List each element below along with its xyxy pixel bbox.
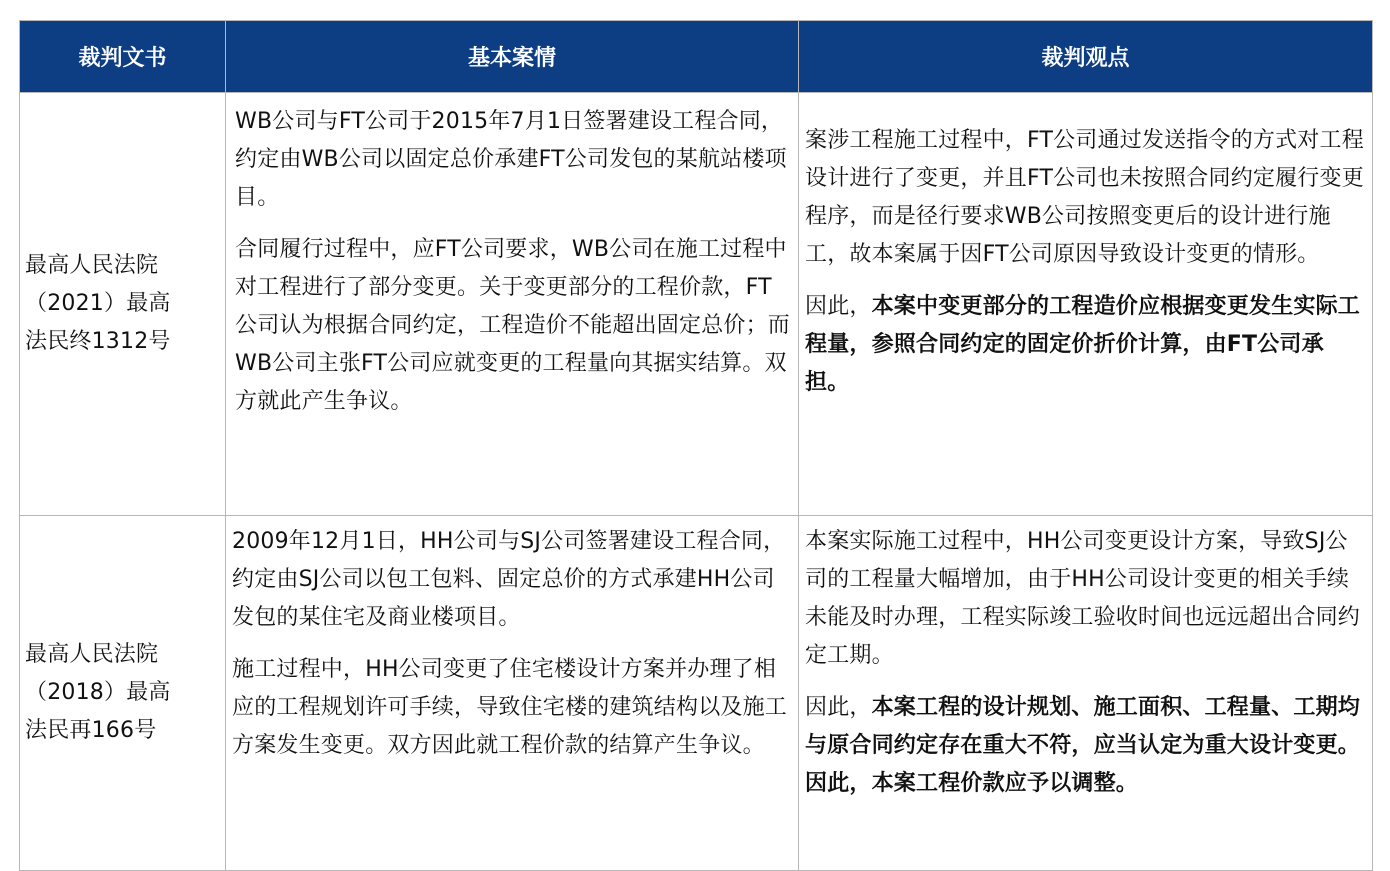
- court-line: （2021）最高: [25, 291, 171, 316]
- court-line: 法民终1312号: [25, 329, 171, 354]
- header-judgment-document: 裁判文书: [20, 21, 226, 93]
- court-document-cell: [20, 93, 226, 516]
- facts-paragraph: 2009年12月1日，HH公司与SJ公司签署建设工程合同，约定由SJ公司以包工包料、固定总价的方式承建HH公司发包的某住宅及商业楼项目。: [232, 529, 786, 630]
- court-document-cell: [20, 516, 226, 871]
- opinion-paragraph: 案涉工程施工过程中，FT公司通过发送指令的方式对工程设计进行了变更，并且FT公司也未按照合同约定履行变更程序，而是径行要求WB公司按照变更后的设计进行施工，故本案属于因FT公司原因导致设计变更的情形。: [805, 128, 1364, 267]
- court-line: （2018）最高: [25, 680, 171, 705]
- opinion-paragraph: 本案实际施工过程中，HH公司变更设计方案，导致SJ公司的工程量大幅增加，由于HH公司设计变更的相关手续未能及时办理，工程实际竣工验收时间也远远超出合同约定工期。: [805, 529, 1361, 668]
- case-facts-cell: [226, 93, 799, 516]
- conclusion-bold-text: 本案中变更部分的工程造价应根据变更发生实际工程量，参照合同约定的固定价折价计算，由FT公司承担。: [805, 294, 1361, 395]
- header-case-facts: 基本案情: [226, 21, 799, 93]
- facts-paragraph: 施工过程中，HH公司变更了住宅楼设计方案并办理了相应的工程规划许可手续，导致住宅楼的建筑结构以及施工方案发生变更。双方因此就工程价款的结算产生争议。: [232, 657, 788, 758]
- court-line: 最高人民法院: [25, 253, 159, 278]
- opinion-cell: [799, 516, 1373, 871]
- conclusion-bold-text: 本案工程的设计规划、施工面积、工程量、工期均与原合同约定存在重大不符，应当认定为重大设计变更。因此，本案工程价款应予以调整。: [805, 695, 1361, 796]
- conclusion-prefix: 因此，: [805, 294, 872, 319]
- header-row: [20, 21, 1373, 93]
- opinion-conclusion: [805, 689, 1366, 803]
- court-line: 最高人民法院: [25, 642, 159, 667]
- facts-paragraph: 合同履行过程中，应FT公司要求，WB公司在施工过程中对工程进行了部分变更。关于变更部分的工程价款，FT公司认为根据合同约定，工程造价不能超出固定总价；而WB公司主张FT公司应就变更的工程量向其据实结算。双方就此产生争议。: [235, 237, 791, 414]
- table-row: [20, 93, 1373, 516]
- header-judgment-opinion: 裁判观点: [799, 21, 1373, 93]
- opinion-cell: [799, 93, 1373, 516]
- opinion-conclusion: [805, 288, 1366, 402]
- case-table: [19, 20, 1373, 871]
- table-row: [20, 516, 1373, 871]
- case-facts-cell: [226, 516, 799, 871]
- facts-paragraph: WB公司与FT公司于2015年7月1日签署建设工程合同，约定由WB公司以固定总价承建FT公司发包的某航站楼项目。: [235, 109, 787, 210]
- conclusion-prefix: 因此，: [805, 695, 872, 720]
- court-line: 法民再166号: [25, 718, 157, 743]
